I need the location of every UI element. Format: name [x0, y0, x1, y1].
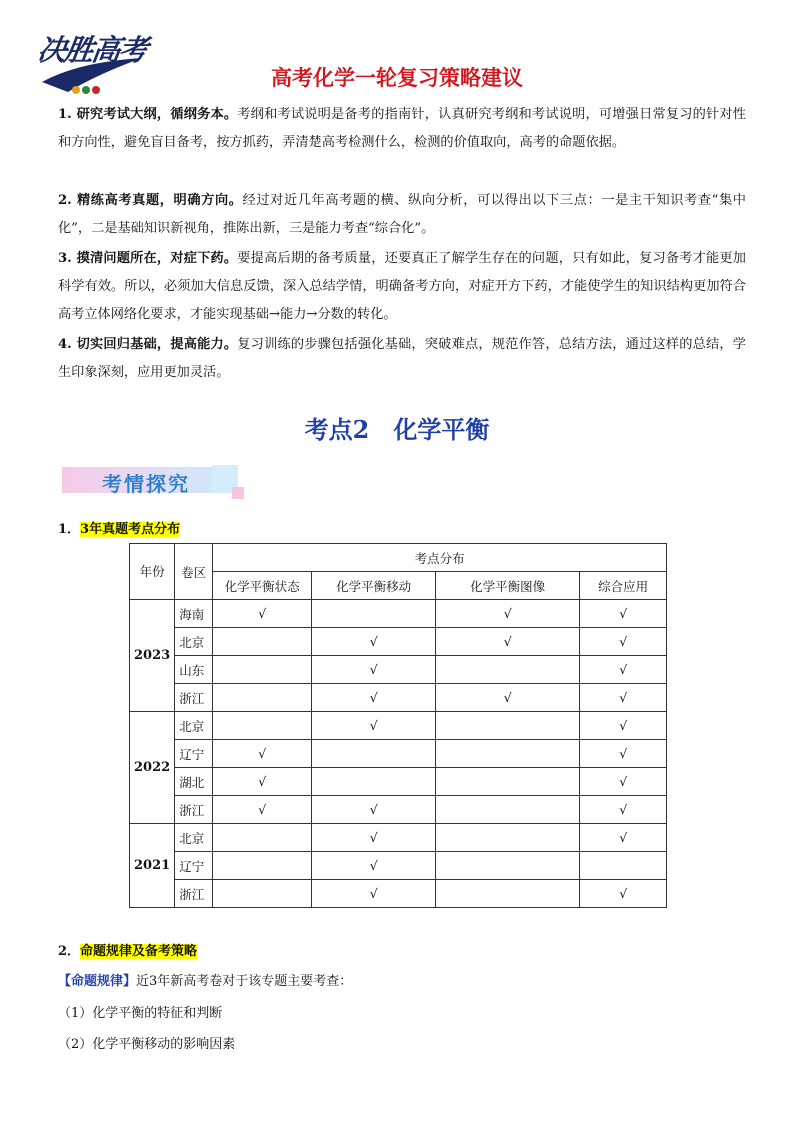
header-distribution: 考点分布 [213, 544, 667, 572]
paragraph-2-body: 经过对近几年高考题的横、纵向分析，可以得出以下三点：一是主干知识考查“集中化”，二是基础知识新视角，推陈出新，三是能力考查“综合化”。 [58, 193, 746, 236]
table-row [130, 740, 667, 768]
paragraph-3 [58, 245, 746, 329]
page-title: 高考化学一轮复习策略建议 [271, 66, 523, 90]
year-cell: 2021 [130, 824, 175, 908]
check-cell [213, 880, 312, 908]
check-cell [580, 880, 667, 908]
check-cell [436, 684, 580, 712]
header-col-1: 化学平衡状态 [213, 572, 312, 600]
paragraph-1 [58, 101, 746, 185]
check-mark-icon: √ [503, 634, 512, 649]
header-region: 卷区 [175, 544, 213, 600]
exam-distribution-table [129, 543, 667, 908]
check-cell [213, 768, 312, 796]
header-col-2: 化学平衡移动 [312, 572, 436, 600]
check-cell [312, 796, 436, 824]
check-mark-icon: √ [619, 690, 628, 705]
item-1-number: 1． [58, 522, 81, 537]
region-cell: 浙江 [175, 684, 213, 712]
banner-small-square-icon [232, 487, 244, 499]
section-title: 考点2 化学平衡 [304, 415, 490, 444]
check-mark-icon: √ [258, 746, 267, 761]
paragraph-2 [58, 187, 746, 243]
table-row [130, 880, 667, 908]
check-cell [213, 628, 312, 656]
check-cell [580, 824, 667, 852]
year-cell: 2022 [130, 712, 175, 824]
region-cell: 山东 [175, 656, 213, 684]
item-1-text: 3年真题考点分布 [80, 522, 181, 537]
check-cell [312, 628, 436, 656]
paragraph-2-lead: 2. 精练高考真题，明确方向。 [58, 193, 243, 208]
paragraph-4-body: 复习训练的步骤包括强化基础，突破难点，规范作答，总结方法，通过这样的总结，学生印象深刻，应用更加灵活。 [58, 337, 746, 380]
check-cell [312, 712, 436, 740]
table-row [130, 628, 667, 656]
check-cell [436, 796, 580, 824]
logo-text: 决胜高考 [35, 33, 149, 67]
check-mark-icon: √ [619, 746, 628, 761]
table-row [130, 656, 667, 684]
check-mark-icon: √ [369, 662, 378, 677]
check-mark-icon: √ [503, 690, 512, 705]
item-2-number: 2． [58, 944, 81, 959]
check-cell [312, 880, 436, 908]
check-cell [213, 656, 312, 684]
check-cell [213, 712, 312, 740]
check-mark-icon: √ [619, 718, 628, 733]
check-cell [213, 852, 312, 880]
check-cell [436, 880, 580, 908]
check-mark-icon: √ [619, 802, 628, 817]
banner-text: 考情探究 [102, 472, 190, 496]
check-cell [213, 600, 312, 628]
region-cell: 湖北 [175, 768, 213, 796]
check-cell [436, 824, 580, 852]
table-row [130, 712, 667, 740]
point-1: （1）化学平衡的特征和判断 [58, 1006, 223, 1021]
region-cell: 辽宁 [175, 740, 213, 768]
check-mark-icon: √ [369, 690, 378, 705]
check-cell [312, 656, 436, 684]
item-1-heading [58, 518, 180, 537]
check-cell [213, 684, 312, 712]
region-cell: 辽宁 [175, 852, 213, 880]
check-mark-icon: √ [369, 718, 378, 733]
check-mark-icon: √ [619, 662, 628, 677]
check-cell [436, 600, 580, 628]
check-mark-icon: √ [258, 774, 267, 789]
region-cell: 北京 [175, 628, 213, 656]
check-mark-icon: √ [369, 830, 378, 845]
paragraph-3-lead: 3. 摸清问题所在，对症下药。 [58, 251, 238, 266]
check-cell [213, 796, 312, 824]
check-cell [580, 712, 667, 740]
check-cell [580, 796, 667, 824]
check-mark-icon: √ [369, 634, 378, 649]
item-2-heading [58, 940, 197, 959]
table-row [130, 768, 667, 796]
header-col-3: 化学平衡图像 [436, 572, 580, 600]
check-cell [436, 852, 580, 880]
check-mark-icon: √ [619, 634, 628, 649]
check-cell [580, 852, 667, 880]
point-2: （2）化学平衡移动的影响因素 [58, 1037, 236, 1052]
check-cell [436, 656, 580, 684]
rule-line [58, 970, 352, 989]
check-cell [312, 852, 436, 880]
check-mark-icon: √ [619, 774, 628, 789]
check-cell [580, 600, 667, 628]
header-year: 年份 [130, 544, 175, 600]
check-cell [580, 628, 667, 656]
check-cell [580, 768, 667, 796]
check-cell [312, 740, 436, 768]
paragraph-3-body: 要提高后期的备考质量，还要真正了解学生存在的问题，只有如此，复习备考才能更加科学有效。所以，必须加大信息反馈，深入总结学情，明确备考方向，对症开方下药，才能使学生的知识结构更加符合高考立体网络化要求，才能实现基础→能力→分数的转化。 [58, 251, 746, 322]
table-row [130, 684, 667, 712]
table-row [130, 796, 667, 824]
rule-tag: 【命题规律】 [58, 974, 137, 989]
check-cell [436, 768, 580, 796]
section-banner [62, 463, 246, 501]
rule-text: 近3年新高考卷对于该专题主要考查： [136, 974, 353, 989]
check-mark-icon: √ [503, 606, 512, 621]
check-mark-icon: √ [369, 886, 378, 901]
check-cell [312, 600, 436, 628]
item-2-text: 命题规律及备考策略 [80, 944, 198, 959]
check-mark-icon: √ [258, 802, 267, 817]
check-cell [436, 740, 580, 768]
table-row [130, 824, 667, 852]
check-mark-icon: √ [369, 802, 378, 817]
region-cell: 浙江 [175, 880, 213, 908]
check-mark-icon: √ [619, 886, 628, 901]
check-cell [312, 768, 436, 796]
region-cell: 北京 [175, 824, 213, 852]
region-cell: 北京 [175, 712, 213, 740]
check-cell [580, 740, 667, 768]
header-col-4: 综合应用 [580, 572, 667, 600]
paragraph-4-lead: 4. 切实回归基础，提高能力。 [58, 337, 238, 352]
table-row [130, 600, 667, 628]
check-mark-icon: √ [619, 606, 628, 621]
check-mark-icon: √ [369, 858, 378, 873]
check-cell [312, 824, 436, 852]
check-cell [213, 824, 312, 852]
check-cell [312, 684, 436, 712]
region-cell: 浙江 [175, 796, 213, 824]
paragraph-1-lead: 1. 研究考试大纲，循纲务本。 [58, 107, 238, 122]
region-cell: 海南 [175, 600, 213, 628]
check-mark-icon: √ [258, 606, 267, 621]
check-cell [213, 740, 312, 768]
check-cell [436, 712, 580, 740]
table-row [130, 852, 667, 880]
check-cell [580, 656, 667, 684]
paragraph-1-body: 考纲和考试说明是备考的指南针，认真研究考纲和考试说明，可增强日常复习的针对性和方向性，避免盲目备考，按方抓药，弄清楚高考检测什么，检测的价值取向，高考的命题依据。 [58, 107, 746, 150]
paragraph-4 [58, 331, 746, 387]
check-cell [580, 684, 667, 712]
check-cell [436, 628, 580, 656]
check-mark-icon: √ [619, 830, 628, 845]
year-cell: 2023 [130, 600, 175, 712]
